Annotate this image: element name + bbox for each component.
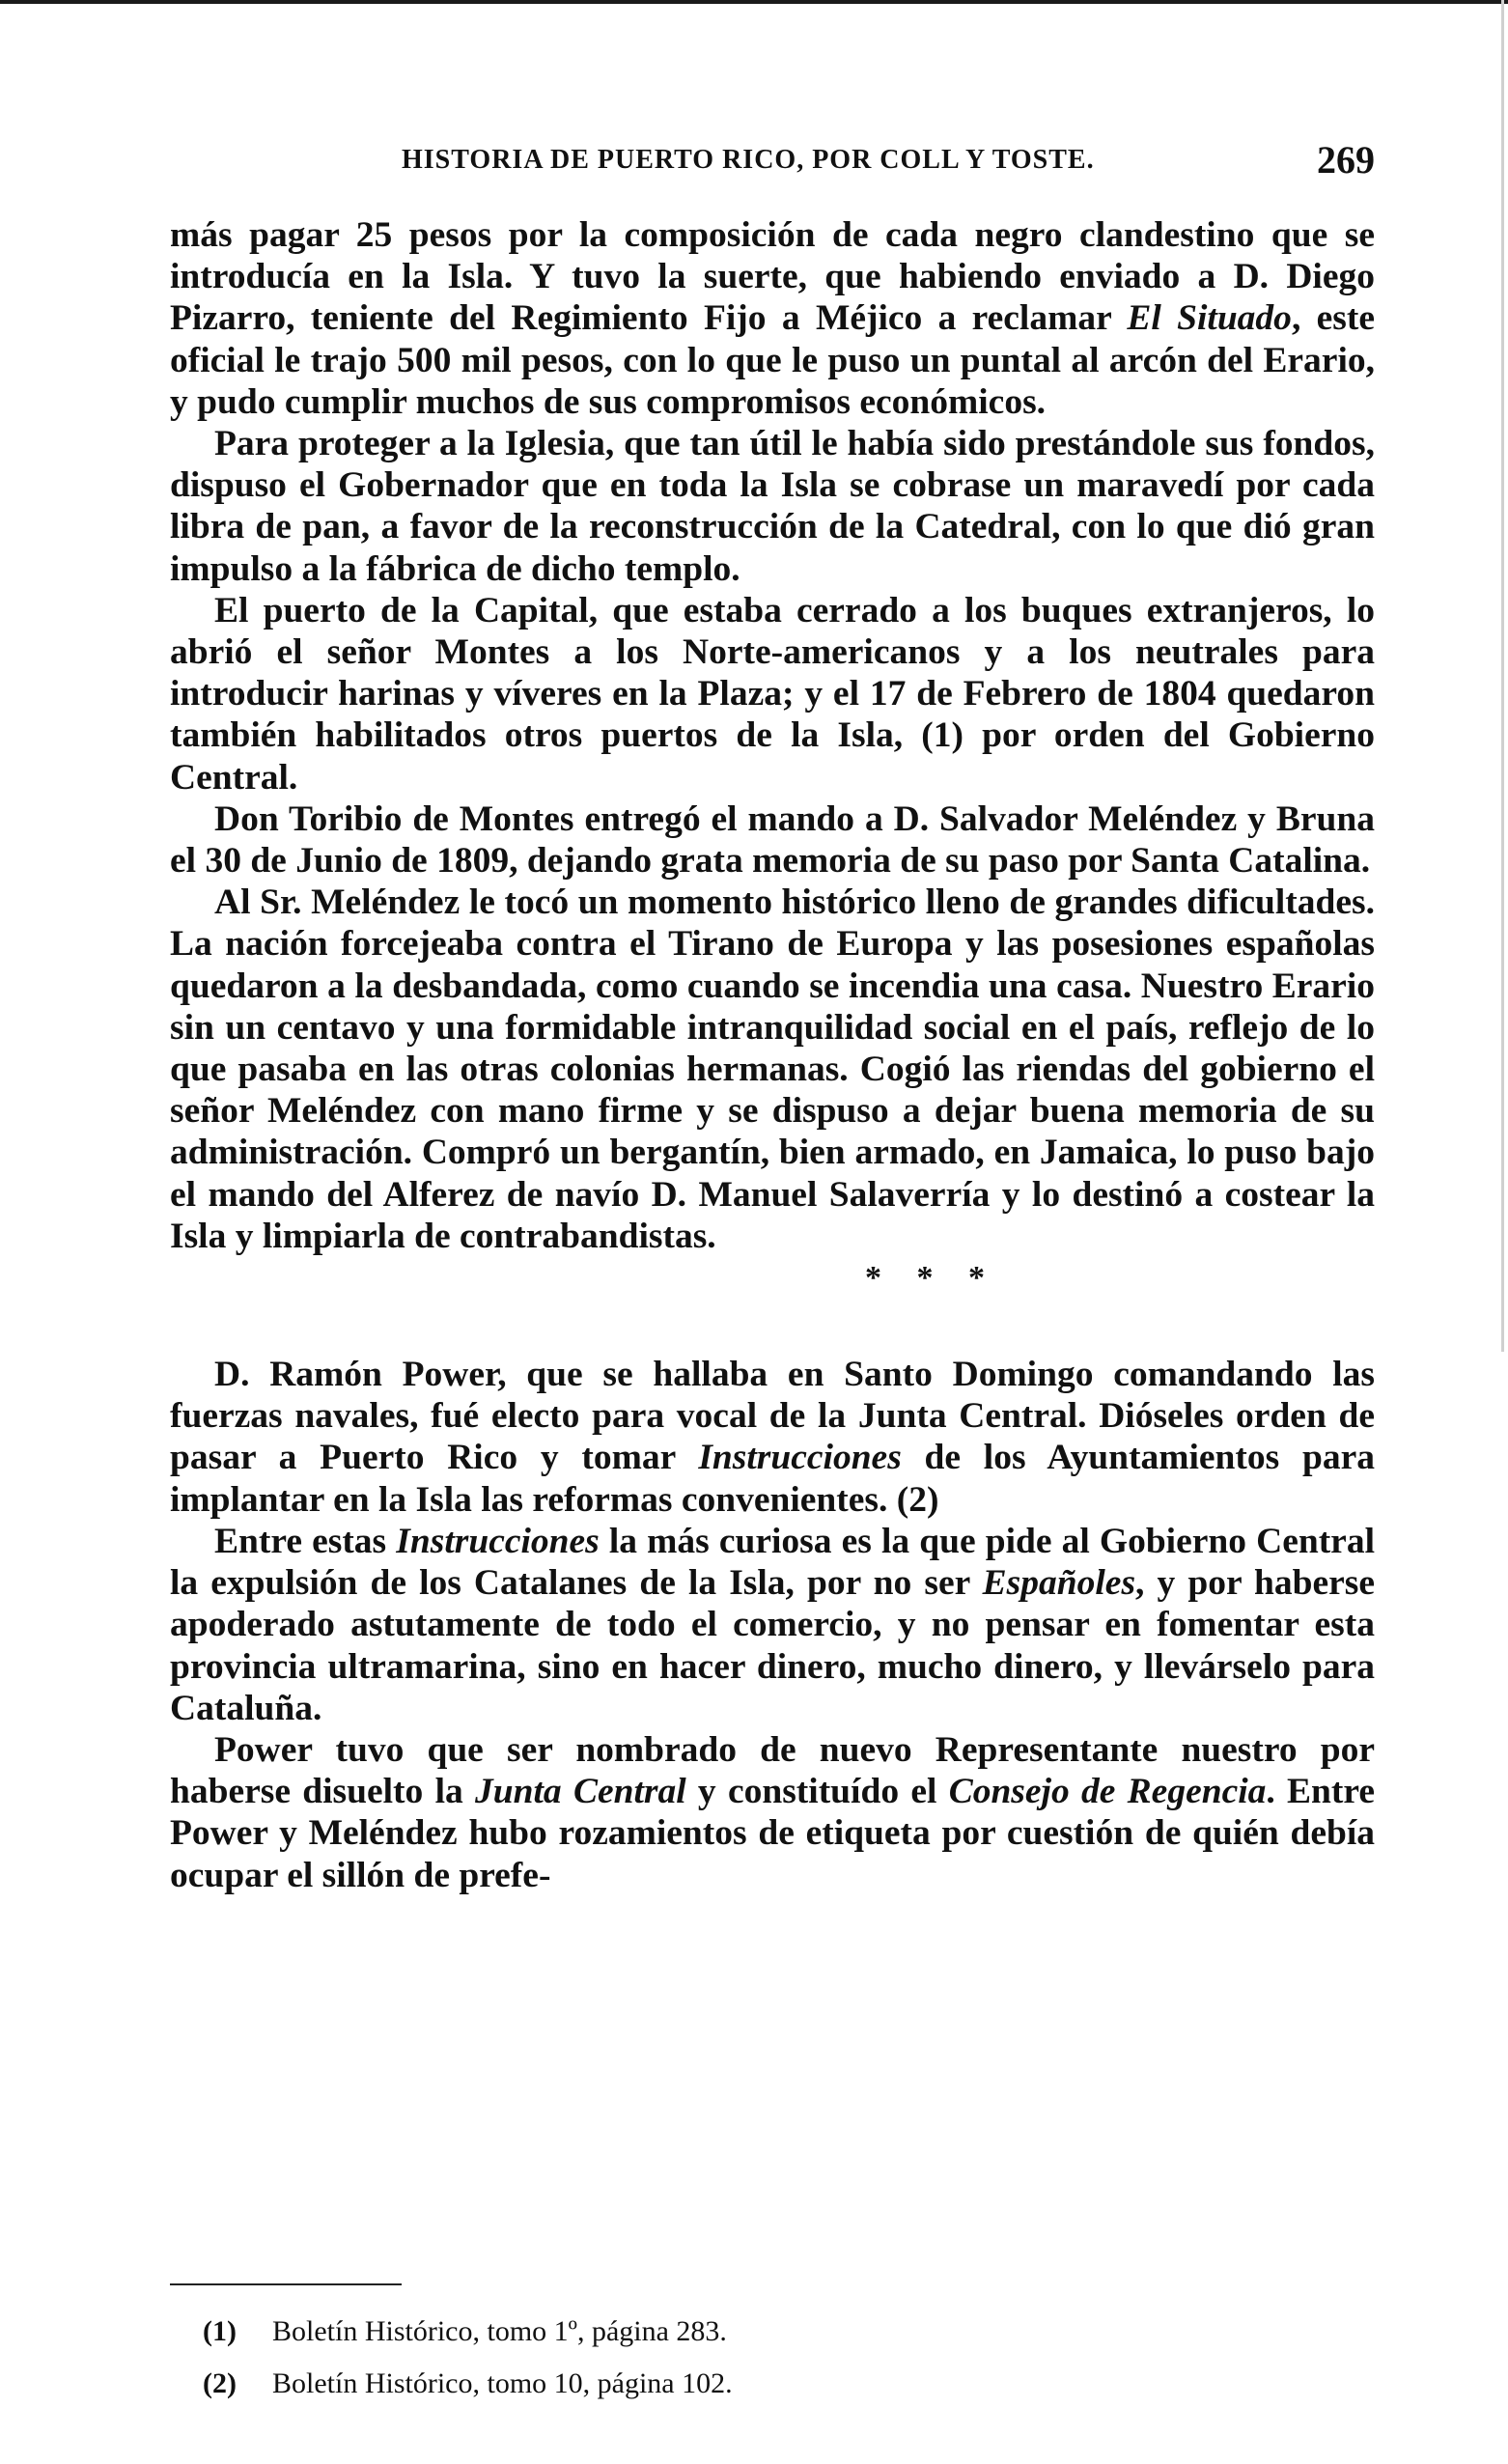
text-run: El puerto de la Capital, que estaba cerrado a los buques extranjeros, lo abrió el señor Montes a los Norte-americanos y a los neutrales para introducir harinas y víveres en la Plaza; y el 17 de Febrero de 1804 quedaron también habilitados otros puertos de la Isla, (1) por orden del Gobierno Central.: [170, 590, 1375, 798]
text-run: D. Ramón Power, que se hallaba en Santo Domingo comandando las fuerzas navales, fué electo para vocal de la Junta Central. Dióseles orden de pasar a Puerto Rico y tomar: [170, 1355, 1375, 1478]
page-header: [170, 137, 1375, 185]
footnote-text: Boletín Histórico, tomo 1º, página 283.: [272, 2315, 727, 2347]
paragraph-6: [170, 1354, 1375, 1521]
paragraph-5: [170, 882, 1375, 1257]
text-run: Entre estas: [214, 1521, 397, 1561]
text-run: Al Sr. Meléndez le tocó un momento histórico lleno de grandes dificultades. La nación forcejeaba contra el Tirano de Europa y las posesiones españolas quedaron a la desbandada, como cuando se incendia una casa. Nuestro Erario sin un centavo y una formidable intranquilidad social en el país, reflejo de lo que pasaba en las otras colonias hermanas. Cogió las riendas del gobierno el señor Meléndez con mano firme y se dispuso a dejar buena memoria de su administración. Compró un bergantín, bien armado, en Jamaica, lo puso bajo el mando del Alferez de navío D. Manuel Salaverría y lo destinó a costear la Isla y limpiarla de contrabandistas.: [170, 882, 1375, 1256]
paragraph-4: [170, 798, 1375, 882]
italic-run: Instrucciones: [698, 1438, 902, 1478]
text-run: , y por haberse apoderado astutamente de todo el comercio, y no pensar en fomentar esta provincia ultramarina, sino en hacer dinero, mucho dinero, y llevárselo para Cataluña.: [170, 1563, 1376, 1728]
italic-run: Junta Central: [475, 1772, 686, 1812]
running-title: HISTORIA DE PUERTO RICO, POR COLL Y TOSTE.: [402, 145, 1095, 175]
page-edge-shadow: [1501, 0, 1504, 1352]
paragraph-8: [170, 1729, 1375, 1896]
footnote-1: [203, 2306, 1072, 2358]
italic-run: Españoles: [982, 1563, 1136, 1604]
text-run: de los Ayuntamientos para implantar en la Isla las reformas convenientes. (2): [170, 1438, 1375, 1520]
footnote-rule: [170, 2283, 402, 2285]
paragraph-1: [170, 214, 1375, 423]
italic-run: Consejo de Regencia: [948, 1772, 1267, 1812]
text-run: Don Toribio de Montes entregó el mando a D. Salvador Meléndez y Bruna el 30 de Junio de 1809, dejando grata memoria de su paso por Santa Catalina.: [170, 798, 1375, 882]
section-gap: [170, 1300, 1375, 1354]
paragraph-2: [170, 423, 1375, 590]
italic-run: El Situado: [1127, 298, 1292, 339]
text-run: Para proteger a la Iglesia, que tan útil le había sido prestándole sus fondos, dispuso el Gobernador que en toda la Isla se cobrase un maravedí por cada libra de pan, a favor de la reconstrucción de la Catedral, con lo que dió gran impulso a la fábrica de dicho templo.: [170, 424, 1375, 589]
footnotes: [203, 2306, 1072, 2410]
footnote-text: Boletín Histórico, tomo 10, página 102.: [272, 2367, 733, 2399]
text-run: la más curiosa es la que pide al Gobierno Central la expulsión de los Catalanes de la Isla, por no ser: [170, 1521, 1375, 1604]
text-run: . Entre Power y Meléndez hubo rozamientos de etiqueta por cuestión de quién debía ocupar el sillón de prefe-: [170, 1772, 1376, 1895]
footnote-marker: (1): [203, 2315, 237, 2347]
page-top-border: [0, 0, 1508, 4]
main-text: [170, 214, 1375, 1896]
paragraph-7: [170, 1521, 1375, 1729]
footnote-2: [203, 2358, 1072, 2410]
page-number: 269: [1317, 138, 1375, 182]
text-run: Power tuvo que ser nombrado de nuevo Representante nuestro por haberse disuelto la: [170, 1729, 1375, 1812]
text-run: , este oficial le trajo 500 mil pesos, con lo que le puso un puntal al arcón del Erario, y pudo cumplir muchos de sus compromisos económicos.: [170, 298, 1376, 422]
paragraph-3: [170, 590, 1375, 798]
section-separator: * * *: [865, 1260, 998, 1297]
text-run: y constituído el: [685, 1772, 949, 1812]
italic-run: Instrucciones: [396, 1521, 600, 1561]
footnote-marker: (2): [203, 2367, 237, 2399]
text-run: más pagar 25 pesos por la composición de cada negro clandestino que se introducía en la Isla. Y tuvo la suerte, que habiendo enviado a D. Diego Pizarro, teniente del Regimiento Fijo a Méjico a reclamar: [170, 215, 1375, 339]
